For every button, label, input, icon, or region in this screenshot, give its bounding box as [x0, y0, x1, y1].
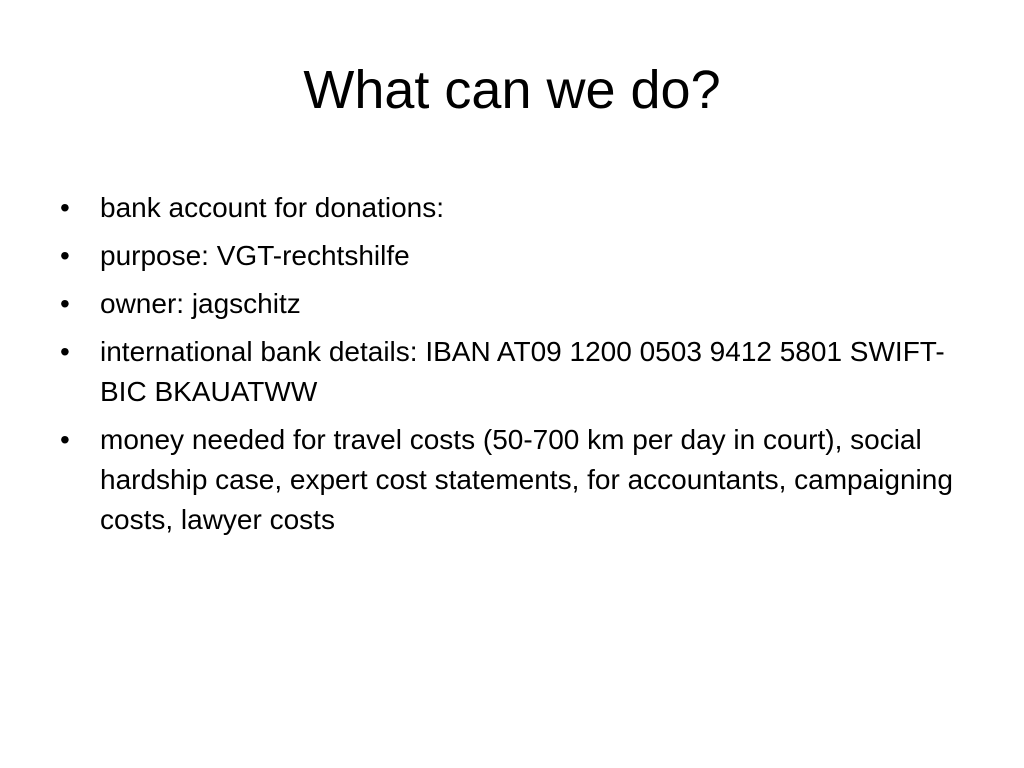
- bullet-icon: •: [60, 192, 70, 223]
- bullet-text: purpose: VGT-rechtshilfe: [100, 240, 410, 271]
- slide-title: What can we do?: [303, 60, 721, 120]
- bullet-item-owner: [58, 284, 958, 324]
- bullet-text: owner: jagschitz: [100, 288, 301, 319]
- bullet-item-donations-account: [58, 188, 958, 228]
- bullet-icon: •: [60, 336, 70, 367]
- bullet-list: [58, 188, 958, 548]
- bullet-item-bank-details: [58, 332, 958, 412]
- bullet-text: international bank details: IBAN AT09 1200 0503 9412 5801 SWIFT-BIC BKAUATWW: [100, 336, 945, 407]
- bullet-icon: •: [60, 424, 70, 455]
- bullet-text: money needed for travel costs (50-700 km per day in court), social hardship case, expert cost statements, for accountants, campaigning costs, lawyer costs: [100, 424, 953, 535]
- bullet-item-purpose: [58, 236, 958, 276]
- bullet-item-money-needed: [58, 420, 958, 540]
- bullet-icon: •: [60, 288, 70, 319]
- bullet-text: bank account for donations:: [100, 192, 445, 223]
- bullet-icon: •: [60, 240, 70, 271]
